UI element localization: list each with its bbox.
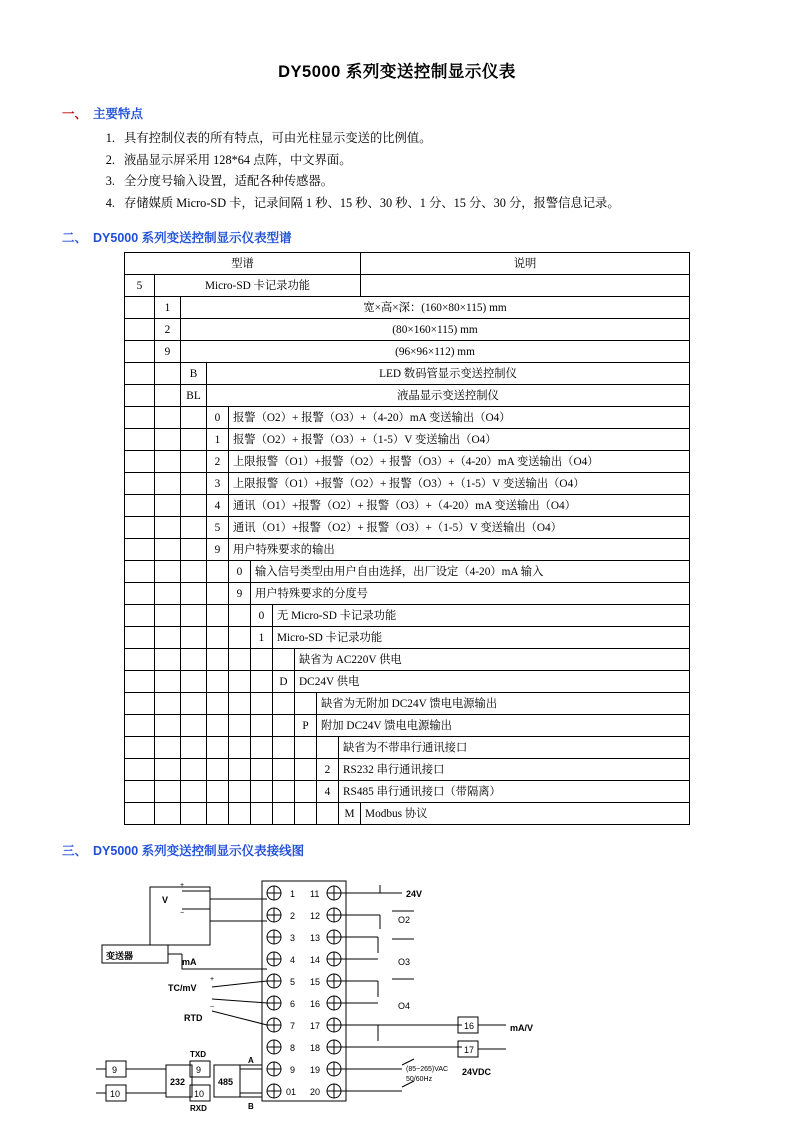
- table-row: [125, 759, 690, 781]
- terminal-number: 12: [310, 911, 321, 922]
- section-label: DY5000 系列变送控制显示仪表接线图: [93, 844, 305, 859]
- spacer: [181, 671, 207, 693]
- terminal-number: 4: [290, 955, 296, 966]
- spacer: [125, 561, 155, 583]
- spacer: [207, 561, 229, 583]
- spacer: [181, 561, 207, 583]
- table-row: [125, 407, 690, 429]
- model-code: P: [295, 715, 317, 737]
- spacer: [273, 781, 295, 803]
- table-row: [125, 495, 690, 517]
- desc-cell: 无 Micro-SD 卡记录功能: [273, 605, 690, 627]
- spacer: [181, 451, 207, 473]
- spacer: [273, 693, 295, 715]
- terminal-number: 7: [290, 1021, 296, 1032]
- wiring-diagram: [62, 869, 732, 1139]
- spacer: [125, 715, 155, 737]
- terminal-number: 20: [310, 1087, 321, 1098]
- label-transmitter: 变送器: [106, 951, 134, 962]
- spacer: [181, 759, 207, 781]
- spacer: [155, 759, 181, 781]
- desc-cell: 缺省为无附加 DC24V 馈电电源输出: [317, 693, 690, 715]
- section-heading-model-spec: [62, 228, 732, 246]
- spacer: [207, 715, 229, 737]
- spacer: [251, 781, 273, 803]
- table-row: [125, 649, 690, 671]
- desc-cell: 报警（O2）+ 报警（O3）+（4-20）mA 变送输出（O4）: [229, 407, 690, 429]
- spacer: [125, 693, 155, 715]
- terminal-number: 5: [290, 977, 296, 988]
- label-24v: 24V: [406, 889, 423, 900]
- label-dc24v: 24VDC: [462, 1067, 492, 1078]
- aux-terminal-16: 16: [464, 1021, 475, 1032]
- label-txd: TXD: [190, 1050, 206, 1060]
- spacer: [155, 451, 181, 473]
- serial-pin-9: 9: [112, 1065, 118, 1076]
- spacer: [155, 583, 181, 605]
- table-row: [125, 671, 690, 693]
- polarity-plus: +: [180, 882, 185, 890]
- spacer: [155, 605, 181, 627]
- desc-cell: 输入信号类型由用户自由选择，出厂设定（4-20）mA 输入: [251, 561, 690, 583]
- spacer: [155, 561, 181, 583]
- model-code: 2: [207, 451, 229, 473]
- model-code: [295, 693, 317, 715]
- table-row: [125, 561, 690, 583]
- spacer: [273, 759, 295, 781]
- spacer: [251, 803, 273, 825]
- desc-cell: 通讯（O1）+报警（O2）+ 报警（O3）+（1-5）V 变送输出（O4）: [229, 517, 690, 539]
- spacer: [181, 473, 207, 495]
- model-code: [317, 737, 339, 759]
- model-code: 4: [207, 495, 229, 517]
- desc-cell: (80×160×115) mm: [181, 319, 690, 341]
- spacer: [207, 649, 229, 671]
- label-o4: O4: [398, 1001, 411, 1012]
- spacer: [207, 759, 229, 781]
- desc-cell: 用户特殊要求的分度号: [251, 583, 690, 605]
- spacer: [125, 319, 155, 341]
- list-item: 2. 液晶显示屏采用 128*64 点阵，中文界面。: [118, 150, 732, 172]
- table-row: [125, 275, 690, 297]
- spacer: [251, 715, 273, 737]
- table-row: [125, 451, 690, 473]
- table-row: [125, 341, 690, 363]
- terminal-number: 8: [290, 1043, 296, 1054]
- terminal-number: 2: [290, 911, 296, 922]
- terminal-number: 19: [310, 1065, 321, 1076]
- spacer: [125, 517, 155, 539]
- desc-cell-dup: [361, 275, 690, 297]
- table-row: [125, 363, 690, 385]
- page-title: DY5000 系列变送控制显示仪表: [278, 63, 516, 81]
- polarity-minus: −: [180, 910, 185, 918]
- label-b-line: B: [248, 1102, 254, 1112]
- section-number: 二、: [62, 231, 88, 246]
- spacer: [155, 539, 181, 561]
- spacer: [125, 297, 155, 319]
- label-ac-power: (85~265)VAC: [406, 1066, 449, 1074]
- spacer: [207, 671, 229, 693]
- table-row: [125, 781, 690, 803]
- desc-cell: 通讯（O1）+报警（O2）+ 报警（O3）+（4-20）mA 变送输出（O4）: [229, 495, 690, 517]
- model-code: M: [339, 803, 361, 825]
- model-code: 9: [155, 341, 181, 363]
- spacer: [155, 517, 181, 539]
- model-code: 0: [229, 561, 251, 583]
- label-rtd: RTD: [184, 1013, 203, 1024]
- model-code: 1: [251, 627, 273, 649]
- section-heading-features: [62, 104, 732, 122]
- spacer: [125, 539, 155, 561]
- spacer: [125, 649, 155, 671]
- section-number: 三、: [62, 844, 88, 859]
- spacer: [125, 429, 155, 451]
- section-number: 一、: [62, 107, 88, 121]
- spacer: [207, 627, 229, 649]
- spacer: [125, 583, 155, 605]
- desc-cell: 液晶显示变送控制仪: [207, 385, 690, 407]
- spacer: [229, 759, 251, 781]
- spacer: [181, 495, 207, 517]
- table-row: [125, 473, 690, 495]
- desc-cell: Micro-SD 卡记录功能: [155, 275, 361, 297]
- spacer: [155, 649, 181, 671]
- desc-cell: Modbus 协议: [361, 803, 690, 825]
- spacer: [155, 627, 181, 649]
- label-voltage-input: V: [162, 895, 169, 906]
- spacer: [273, 715, 295, 737]
- spacer: [125, 407, 155, 429]
- spacer: [125, 781, 155, 803]
- terminal-number: 9: [290, 1065, 296, 1076]
- col-header-desc: 说明: [361, 253, 690, 275]
- spacer: [229, 781, 251, 803]
- spacer: [229, 627, 251, 649]
- desc-cell: 报警（O2）+ 报警（O3）+（1-5）V 变送输出（O4）: [229, 429, 690, 451]
- spacer: [125, 759, 155, 781]
- spacer: [181, 539, 207, 561]
- col-header-model: 型谱: [125, 253, 361, 275]
- table-row: [125, 737, 690, 759]
- spacer: [181, 803, 207, 825]
- spacer: [181, 517, 207, 539]
- spacer: [273, 803, 295, 825]
- list-item: 4. 存储媒质 Micro-SD 卡，记录间隔 1 秒、15 秒、30 秒、1 分、15 分、30 分，报警信息记录。: [118, 193, 732, 215]
- table-row: [125, 583, 690, 605]
- spacer: [155, 715, 181, 737]
- spacer: [251, 737, 273, 759]
- table-row: [125, 539, 690, 561]
- spacer: [155, 671, 181, 693]
- terminal-number: 1: [290, 889, 296, 900]
- model-code: B: [181, 363, 207, 385]
- spacer: [317, 803, 339, 825]
- spacer: [181, 407, 207, 429]
- desc-cell: (96×96×112) mm: [181, 341, 690, 363]
- spacer: [229, 693, 251, 715]
- spacer: [181, 715, 207, 737]
- spacer: [181, 781, 207, 803]
- polarity-plus: +: [210, 976, 215, 984]
- spacer: [181, 583, 207, 605]
- desc-cell: 缺省为不带串行通讯接口: [339, 737, 690, 759]
- features-list: [62, 128, 732, 214]
- model-code: 2: [155, 319, 181, 341]
- spacer: [125, 473, 155, 495]
- spacer: [229, 671, 251, 693]
- terminal-number: 15: [310, 977, 321, 988]
- spacer: [207, 693, 229, 715]
- terminal-number: 17: [310, 1021, 321, 1032]
- terminal-number: 11: [310, 889, 320, 900]
- spacer: [125, 627, 155, 649]
- spacer: [125, 605, 155, 627]
- model-spec-table: [124, 252, 690, 825]
- label-ma-v: mA/V: [510, 1023, 534, 1034]
- terminal-number: 18: [310, 1043, 321, 1054]
- serial-pin-10b: 10: [194, 1089, 205, 1100]
- spacer: [207, 803, 229, 825]
- spacer: [125, 495, 155, 517]
- aux-terminal-17: 17: [464, 1045, 475, 1056]
- spacer: [251, 649, 273, 671]
- desc-cell: 上限报警（O1）+报警（O2）+ 报警（O3）+（1-5）V 变送输出（O4）: [229, 473, 690, 495]
- spacer: [125, 671, 155, 693]
- list-item: 1. 具有控制仪表的所有特点，可由光柱显示变送的比例值。: [118, 128, 732, 150]
- spacer: [155, 385, 181, 407]
- spacer: [125, 363, 155, 385]
- model-code: 4: [317, 781, 339, 803]
- table-row: [125, 429, 690, 451]
- spacer: [155, 473, 181, 495]
- spacer: [125, 341, 155, 363]
- model-code: 1: [207, 429, 229, 451]
- table-header-row: [125, 253, 690, 275]
- table-row: [125, 297, 690, 319]
- table-row: [125, 693, 690, 715]
- spacer: [229, 737, 251, 759]
- terminal-number: 13: [310, 933, 321, 944]
- desc-cell: RS485 串行通讯接口（带隔离）: [339, 781, 690, 803]
- spacer: [155, 693, 181, 715]
- terminal-number: 14: [310, 955, 321, 966]
- terminal-number: 16: [310, 999, 321, 1010]
- desc-cell: 缺省为 AC220V 供电: [295, 649, 690, 671]
- model-code: 3: [207, 473, 229, 495]
- section-label: DY5000 系列变送控制显示仪表型谱: [93, 231, 292, 246]
- spacer: [155, 429, 181, 451]
- table-row: [125, 319, 690, 341]
- desc-cell: DC24V 供电: [295, 671, 690, 693]
- spacer: [155, 781, 181, 803]
- spacer: [125, 737, 155, 759]
- table-row: [125, 715, 690, 737]
- spacer: [229, 605, 251, 627]
- spacer: [181, 627, 207, 649]
- terminal-number: 3: [290, 933, 296, 944]
- spacer: [295, 759, 317, 781]
- label-ac-freq: 50/60Hz: [406, 1076, 433, 1084]
- label-a-line: A: [248, 1056, 254, 1066]
- model-code: BL: [181, 385, 207, 407]
- spacer: [295, 803, 317, 825]
- desc-cell: LED 数码管显示变送控制仪: [207, 363, 690, 385]
- spacer: [155, 495, 181, 517]
- spacer: [155, 737, 181, 759]
- spacer: [295, 781, 317, 803]
- model-code: 2: [317, 759, 339, 781]
- label-o3: O3: [398, 957, 411, 968]
- table-row: [125, 517, 690, 539]
- spacer: [229, 803, 251, 825]
- label-o2: O2: [398, 915, 411, 926]
- desc-cell: 宽×高×深：(160×80×115) mm: [181, 297, 690, 319]
- serial-pin-9b: 9: [196, 1065, 202, 1076]
- table-row: [125, 385, 690, 407]
- list-item: 3. 全分度号输入设置，适配各种传感器。: [118, 171, 732, 193]
- model-code: [273, 649, 295, 671]
- section-label: 主要特点: [93, 107, 144, 121]
- spacer: [181, 649, 207, 671]
- spacer: [125, 451, 155, 473]
- polarity-minus: −: [210, 1004, 215, 1012]
- spacer: [155, 407, 181, 429]
- spacer: [207, 583, 229, 605]
- spacer: [251, 759, 273, 781]
- spacer: [181, 693, 207, 715]
- spacer: [229, 715, 251, 737]
- desc-cell: 附加 DC24V 馈电电源输出: [317, 715, 690, 737]
- table-row: [125, 803, 690, 825]
- model-code: 0: [207, 407, 229, 429]
- desc-cell: Micro-SD 卡记录功能: [273, 627, 690, 649]
- model-code: 9: [207, 539, 229, 561]
- spacer: [181, 737, 207, 759]
- spacer: [207, 605, 229, 627]
- spacer: [295, 737, 317, 759]
- model-code: 1: [155, 297, 181, 319]
- table-row: [125, 605, 690, 627]
- spacer: [181, 429, 207, 451]
- section-heading-wiring: [62, 841, 732, 859]
- spacer: [155, 363, 181, 385]
- spacer: [273, 737, 295, 759]
- label-rxd: RXD: [190, 1104, 207, 1114]
- desc-cell: 上限报警（O1）+报警（O2）+ 报警（O3）+（4-20）mA 变送输出（O4）: [229, 451, 690, 473]
- spacer: [229, 649, 251, 671]
- label-rs485: 485: [218, 1077, 234, 1088]
- desc-cell: 用户特殊要求的输出: [229, 539, 690, 561]
- model-code: 5: [207, 517, 229, 539]
- model-code: 5: [125, 275, 155, 297]
- model-code: 9: [229, 583, 251, 605]
- terminal-number: 01: [286, 1087, 297, 1098]
- label-current-input: mA: [182, 957, 197, 968]
- spacer: [251, 671, 273, 693]
- spacer: [181, 605, 207, 627]
- label-rs232: 232: [170, 1077, 186, 1088]
- spacer: [125, 385, 155, 407]
- spacer: [207, 737, 229, 759]
- label-tc-mv: TC/mV: [168, 983, 197, 994]
- terminal-number: 6: [290, 999, 296, 1010]
- model-code: D: [273, 671, 295, 693]
- desc-cell: RS232 串行通讯接口: [339, 759, 690, 781]
- spacer: [155, 803, 181, 825]
- table-row: [125, 627, 690, 649]
- spacer: [251, 693, 273, 715]
- serial-pin-10: 10: [110, 1089, 121, 1100]
- spacer: [125, 803, 155, 825]
- model-code: 0: [251, 605, 273, 627]
- spacer: [207, 781, 229, 803]
